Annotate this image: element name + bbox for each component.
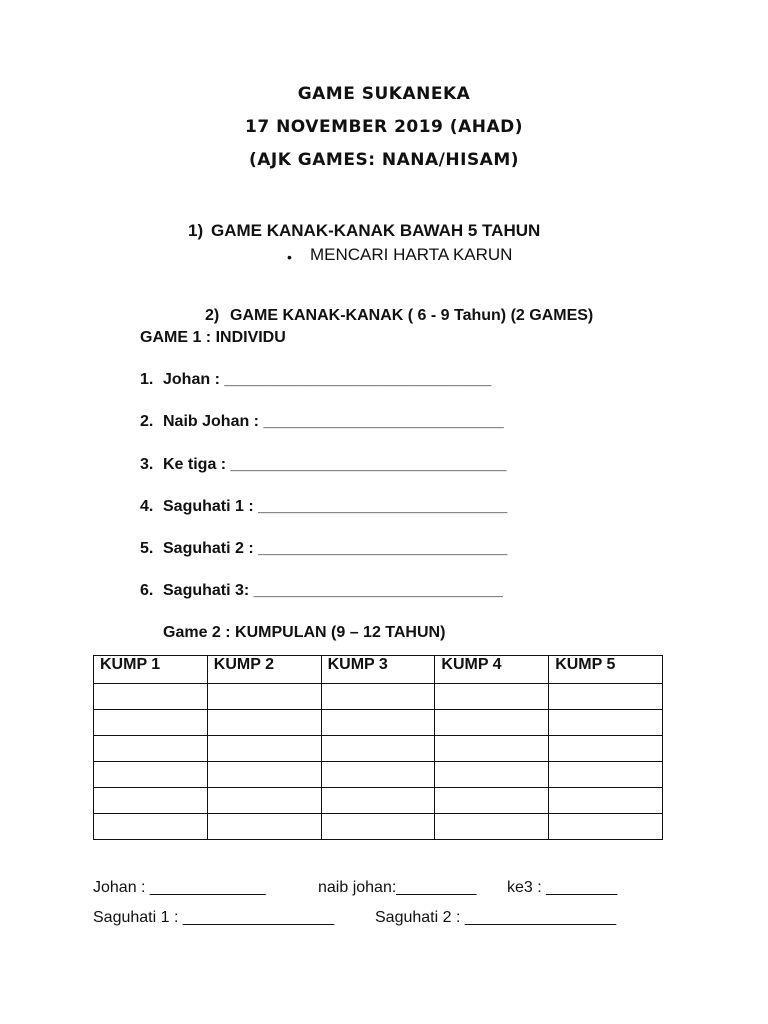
winner-num: 6.: [140, 582, 154, 599]
table-cell: [321, 684, 435, 710]
table-cell: [549, 684, 663, 710]
footer-saguhati-1: Saguhati 1 : _________________: [93, 909, 335, 926]
section2-number: 2): [205, 307, 220, 324]
winner-num: 1.: [140, 371, 154, 388]
footer-naib-johan: naib johan:_________: [318, 879, 477, 896]
bullet-icon: •: [287, 249, 292, 265]
table-cell: [321, 762, 435, 788]
winner-num: 5.: [140, 540, 154, 557]
table-cell: [435, 814, 549, 840]
winner-num: 4.: [140, 498, 154, 515]
table-cell: [321, 814, 435, 840]
table-cell: [321, 736, 435, 762]
column-header: KUMP 1: [94, 656, 208, 684]
table-cell: [549, 736, 663, 762]
footer-saguhati-2: Saguhati 2 : _________________: [375, 909, 617, 926]
table-row: [94, 788, 663, 814]
winner-line-naib-johan: Naib Johan : ___________________________: [163, 413, 504, 430]
title-date: 17 NOVEMBER 2019 (AHAD): [245, 117, 523, 137]
table-cell: [94, 788, 208, 814]
footer-ke3: ke3 : ________: [507, 879, 618, 896]
table-cell: [435, 684, 549, 710]
table-cell: [94, 762, 208, 788]
table-cell: [207, 710, 321, 736]
table-cell: [435, 788, 549, 814]
section1-number: 1): [188, 221, 204, 240]
table-cell: [321, 710, 435, 736]
table-cell: [94, 684, 208, 710]
table-header-row: [94, 656, 663, 684]
table-cell: [435, 762, 549, 788]
table-cell: [207, 788, 321, 814]
game1-title: GAME 1 : INDIVIDU: [140, 329, 286, 346]
table-cell: [549, 762, 663, 788]
section2-heading: GAME KANAK-KANAK ( 6 - 9 Tahun) (2 GAMES): [230, 307, 594, 324]
column-header: KUMP 2: [207, 656, 321, 684]
group-score-table: [93, 655, 663, 840]
table-cell: [207, 762, 321, 788]
section1-heading: GAME KANAK-KANAK BAWAH 5 TAHUN: [211, 221, 541, 240]
winner-line-saguhati-2: Saguhati 2 : ____________________________: [163, 540, 508, 557]
game2-title: Game 2 : KUMPULAN (9 – 12 TAHUN): [163, 624, 446, 641]
table-row: [94, 762, 663, 788]
table-cell: [549, 814, 663, 840]
table-cell: [94, 736, 208, 762]
winner-line-ke-tiga: Ke tiga : _______________________________: [163, 456, 507, 473]
table-cell: [207, 736, 321, 762]
winner-line-johan: Johan : ______________________________: [163, 371, 492, 388]
winner-num: 3.: [140, 456, 154, 473]
winner-num: 2.: [140, 413, 154, 430]
table-body: [94, 684, 663, 840]
winner-line-saguhati-1: Saguhati 1 : ____________________________: [163, 498, 508, 515]
column-header: KUMP 3: [321, 656, 435, 684]
table-cell: [94, 710, 208, 736]
table-cell: [549, 710, 663, 736]
table-row: [94, 736, 663, 762]
title-game-sukaneka: GAME SUKANEKA: [297, 84, 471, 104]
table-row: [94, 710, 663, 736]
table-cell: [435, 736, 549, 762]
table-cell: [435, 710, 549, 736]
table-row: [94, 814, 663, 840]
section1-item: MENCARI HARTA KARUN: [310, 245, 513, 264]
table-cell: [94, 814, 208, 840]
table-row: [94, 684, 663, 710]
table-cell: [321, 788, 435, 814]
table-cell: [207, 814, 321, 840]
title-committee: (AJK GAMES: NANA/HISAM): [248, 150, 520, 170]
winner-line-saguhati-3: Saguhati 3: ____________________________: [163, 582, 503, 599]
table-cell: [207, 684, 321, 710]
column-header: KUMP 5: [549, 656, 663, 684]
table-cell: [549, 788, 663, 814]
footer-johan: Johan : _____________: [93, 879, 266, 896]
column-header: KUMP 4: [435, 656, 549, 684]
